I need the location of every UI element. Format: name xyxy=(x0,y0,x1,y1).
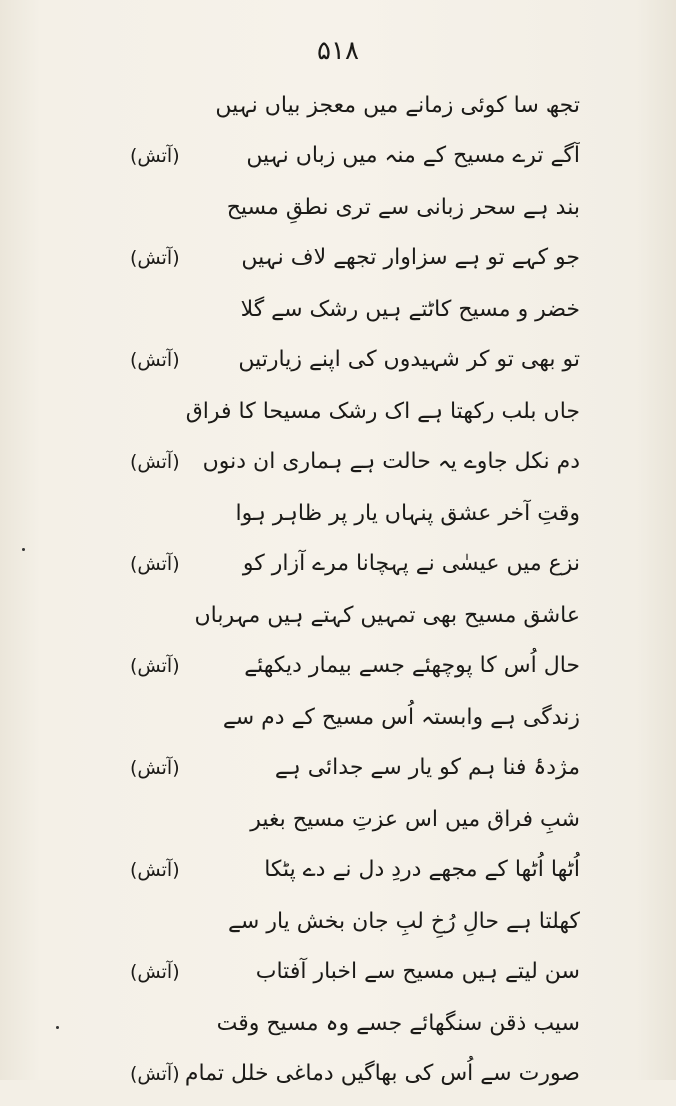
poet-attribution: (آتش) xyxy=(130,553,180,575)
verse-line-second: مژدۂ فنا ہم کو یار سے جدائی ہے xyxy=(274,755,580,780)
verse-line-first: شبِ فراق میں اس عزتِ مسیح بغیر xyxy=(250,807,580,832)
poet-attribution: (آتش) xyxy=(130,1063,180,1085)
page-number: ۵۱۸ xyxy=(317,36,359,66)
verse-line-second: نزع میں عیسٰی نے پہچانا مرے آزار کو xyxy=(242,551,580,576)
poet-attribution: (آتش) xyxy=(130,451,180,473)
poet-attribution: (آتش) xyxy=(130,247,180,269)
verse-line-first: عاشق مسیح بھی تمہیں کہتے ہیں مہرباں xyxy=(194,603,580,628)
print-speck xyxy=(56,1026,59,1029)
verse-line-second: تو بھی تو کر شہیدوں کی اپنے زیارتیں xyxy=(238,347,580,372)
print-speck xyxy=(22,548,25,551)
couplet xyxy=(120,596,580,698)
couplet xyxy=(120,902,580,1004)
poet-attribution: (آتش) xyxy=(130,757,180,779)
couplet xyxy=(120,188,580,290)
couplet xyxy=(120,800,580,902)
verse-line-first: بند ہے سحر زبانی سے تری نطقِ مسیح xyxy=(226,195,580,220)
couplet xyxy=(120,1004,580,1106)
couplet-list xyxy=(120,86,580,1106)
verse-line-second: حال اُس کا پوچھئے جسے بیمار دیکھئے xyxy=(244,653,580,678)
couplet xyxy=(120,392,580,494)
verse-line-first: وقتِ آخر عشق پنہاں یار پر ظاہر ہوا xyxy=(235,501,580,526)
verse-line-second: اُٹھا اُٹھا کے مجھے دردِ دل نے دے پٹکا xyxy=(264,857,580,882)
verse-line-first: تجھ سا کوئی زمانے میں معجز بیاں نہیں xyxy=(215,93,580,118)
couplet xyxy=(120,698,580,800)
verse-line-second: دم نکل جاوے یہ حالت ہے ہماری ان دنوں xyxy=(202,449,580,474)
verse-line-second: صورت سے اُس کی بھاگیں دماغی خلل تمام xyxy=(184,1061,580,1086)
couplet xyxy=(120,86,580,188)
verse-line-first: خضر و مسیح کاٹتے ہیں رشک سے گلا xyxy=(240,297,580,322)
poet-attribution: (آتش) xyxy=(130,655,180,677)
poet-attribution: (آتش) xyxy=(130,961,180,983)
couplet xyxy=(120,494,580,596)
verse-line-first: کھلتا ہے حالِ رُخِ لبِ جان بخش یار سے xyxy=(228,909,580,934)
verse-line-second: جو کہے تو ہے سزاوار تجھے لاف نہیں xyxy=(241,245,580,270)
verse-line-first: سیب ذقن سنگھائے جسے وہ مسیح وقت xyxy=(216,1011,580,1036)
verse-line-second: آگے ترے مسیح کے منہ میں زباں نہیں xyxy=(246,143,580,168)
verse-line-first: جاں بلب رکھتا ہے اک رشک مسیحا کا فراق xyxy=(185,399,580,424)
verse-line-second: سن لیتے ہیں مسیح سے اخبار آفتاب xyxy=(255,959,580,984)
poet-attribution: (آتش) xyxy=(130,349,180,371)
poet-attribution: (آتش) xyxy=(130,145,180,167)
poet-attribution: (آتش) xyxy=(130,859,180,881)
verse-line-first: زندگی ہے وابستہ اُس مسیح کے دم سے xyxy=(222,705,580,730)
couplet xyxy=(120,290,580,392)
